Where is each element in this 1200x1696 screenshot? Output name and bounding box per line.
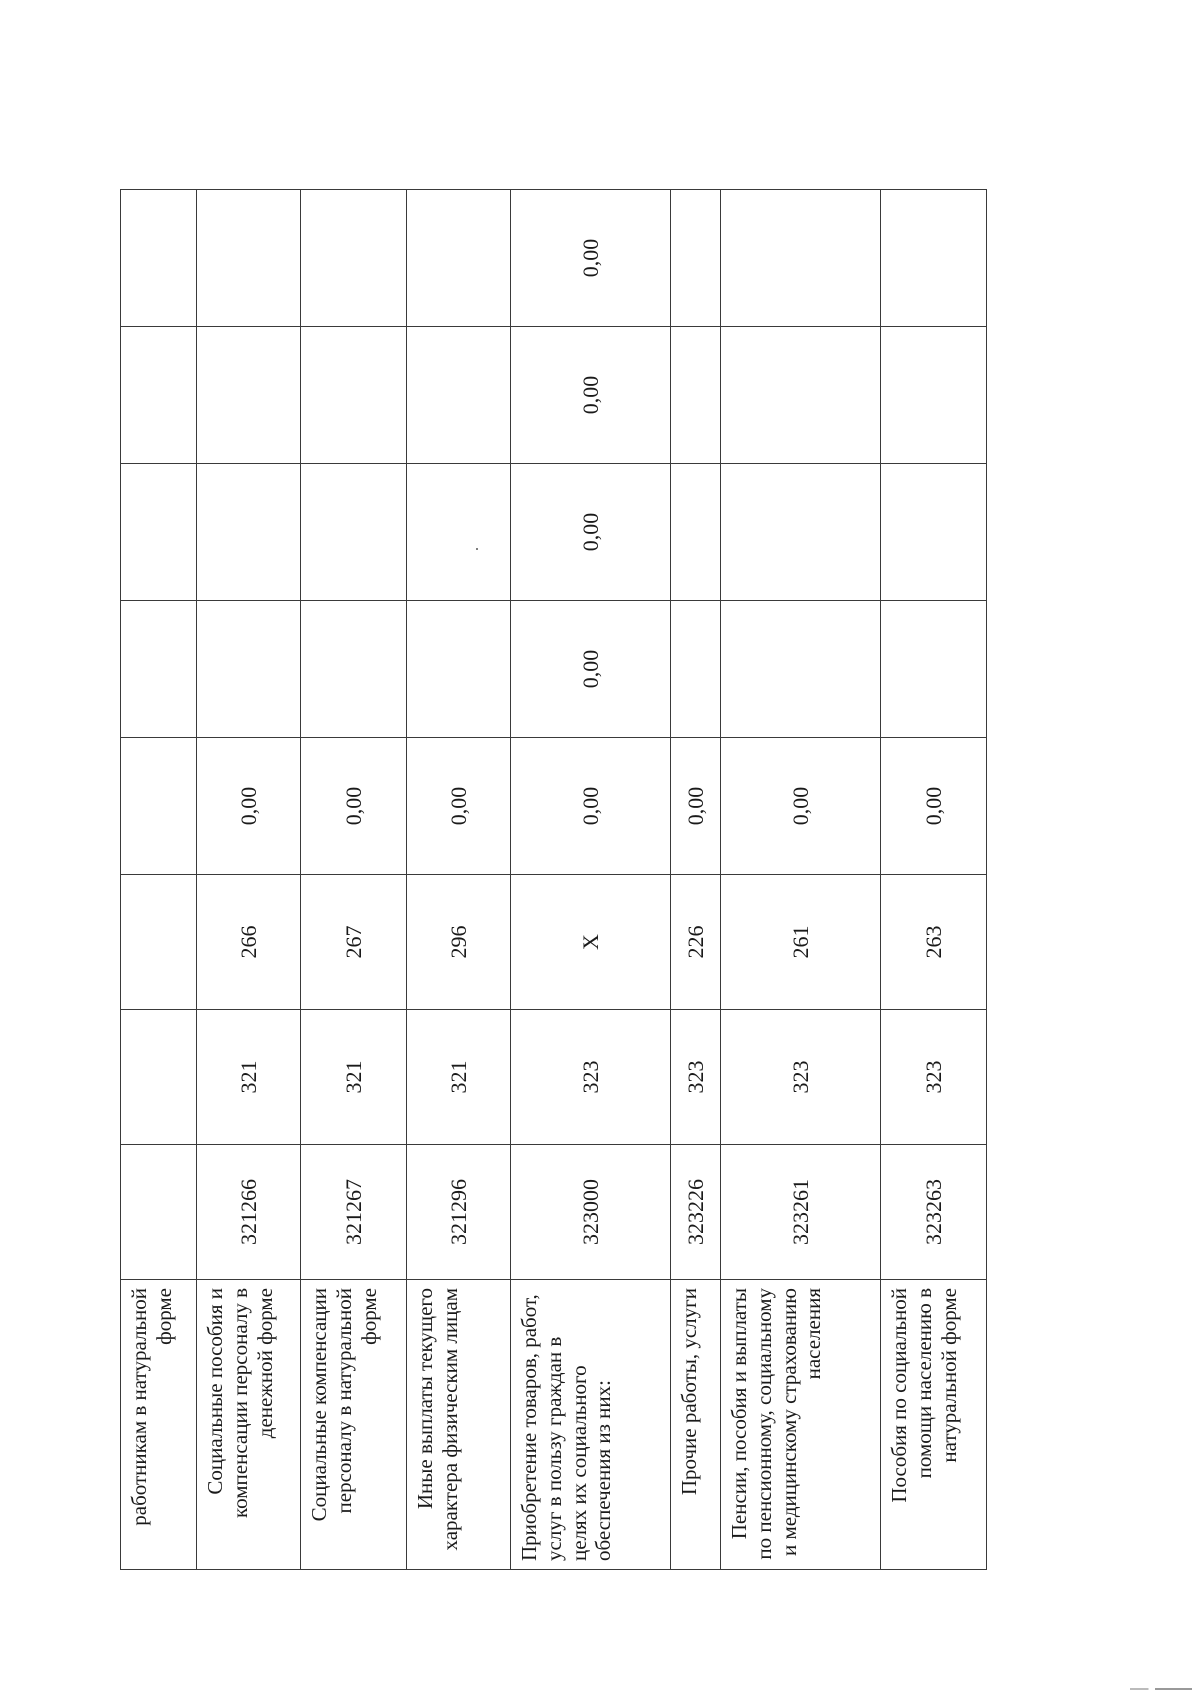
kosgu-cell: 296 [407,875,511,1010]
value-cell-4 [197,327,301,464]
value-cell-3 [301,464,407,601]
value-cell-1: 0,00 [197,738,301,875]
value-cell-1: 0,00 [671,738,721,875]
value-cell-5 [121,190,197,327]
value-cell-1: 0,00 [511,738,671,875]
value-cell-4 [881,327,987,464]
kosgu-cell [121,875,197,1010]
table-row [301,190,407,1570]
budget-table [120,189,987,1570]
kvr-cell: 323 [671,1010,721,1145]
kvr-cell [121,1010,197,1145]
value-cell-2 [121,601,197,738]
value-cell-3 [197,464,301,601]
value-cell-2 [407,601,511,738]
value-cell-4: 0,00 [511,327,671,464]
code-cell [121,1145,197,1280]
table-row [511,190,671,1570]
table-row [671,190,721,1570]
value-cell-3 [721,464,881,601]
value-cell-3: 0,00 [511,464,671,601]
kvr-cell: 323 [721,1010,881,1145]
row-name: Иные выплаты текущего характера физическим лицам [407,1280,511,1570]
value-cell-5 [407,190,511,327]
value-cell-4 [301,327,407,464]
row-name: Пенсии, пособия и выплаты по пенсионному, социальному и медицинскому страхованию населения [721,1280,881,1570]
value-cell-5 [671,190,721,327]
kosgu-cell: 263 [881,875,987,1010]
value-cell-1: 0,00 [301,738,407,875]
value-cell-3 [671,464,721,601]
row-name: Социальные компенсации персоналу в натуральной форме [301,1280,407,1570]
code-cell: 323263 [881,1145,987,1280]
value-cell-2 [197,601,301,738]
row-name: Прочие работы, услуги [671,1280,721,1570]
value-cell-4 [407,327,511,464]
kvr-cell: 321 [407,1010,511,1145]
table-row [197,190,301,1570]
scan-speck [476,548,478,550]
kosgu-cell: 261 [721,875,881,1010]
value-cell-3 [121,464,197,601]
table-body [121,190,987,1570]
value-cell-2: 0,00 [511,601,671,738]
value-cell-4 [671,327,721,464]
code-cell: 323261 [721,1145,881,1280]
value-cell-5 [197,190,301,327]
scan-edge-mark [1130,1688,1192,1690]
row-name: Приобретение товаров, работ, услуг в пользу граждан в целях их социального обеспечения из них: [511,1280,671,1570]
code-cell: 323000 [511,1145,671,1280]
value-cell-4 [121,327,197,464]
value-cell-1: 0,00 [881,738,987,875]
kosgu-cell: X [511,875,671,1010]
value-cell-5 [721,190,881,327]
row-name: Пособия по социальной помощи населению в натуральной форме [881,1280,987,1570]
kosgu-cell: 267 [301,875,407,1010]
code-cell: 321296 [407,1145,511,1280]
value-cell-2 [671,601,721,738]
value-cell-2 [721,601,881,738]
value-cell-1 [121,738,197,875]
table-row [721,190,881,1570]
value-cell-2 [881,601,987,738]
code-cell: 321266 [197,1145,301,1280]
value-cell-3 [407,464,511,601]
value-cell-2 [301,601,407,738]
kosgu-cell: 226 [671,875,721,1010]
kosgu-cell: 266 [197,875,301,1010]
value-cell-3 [881,464,987,601]
value-cell-4 [721,327,881,464]
table-row [121,190,197,1570]
table-row [881,190,987,1570]
value-cell-5: 0,00 [511,190,671,327]
row-name: работникам в натуральной форме [121,1280,197,1570]
value-cell-1: 0,00 [407,738,511,875]
table-row [407,190,511,1570]
value-cell-5 [301,190,407,327]
kvr-cell: 321 [197,1010,301,1145]
rotated-page [120,190,988,1570]
value-cell-1: 0,00 [721,738,881,875]
row-name: Социальные пособия и компенсации персоналу в денежной форме [197,1280,301,1570]
value-cell-5 [881,190,987,327]
kvr-cell: 323 [881,1010,987,1145]
code-cell: 323226 [671,1145,721,1280]
code-cell: 321267 [301,1145,407,1280]
kvr-cell: 321 [301,1010,407,1145]
kvr-cell: 323 [511,1010,671,1145]
